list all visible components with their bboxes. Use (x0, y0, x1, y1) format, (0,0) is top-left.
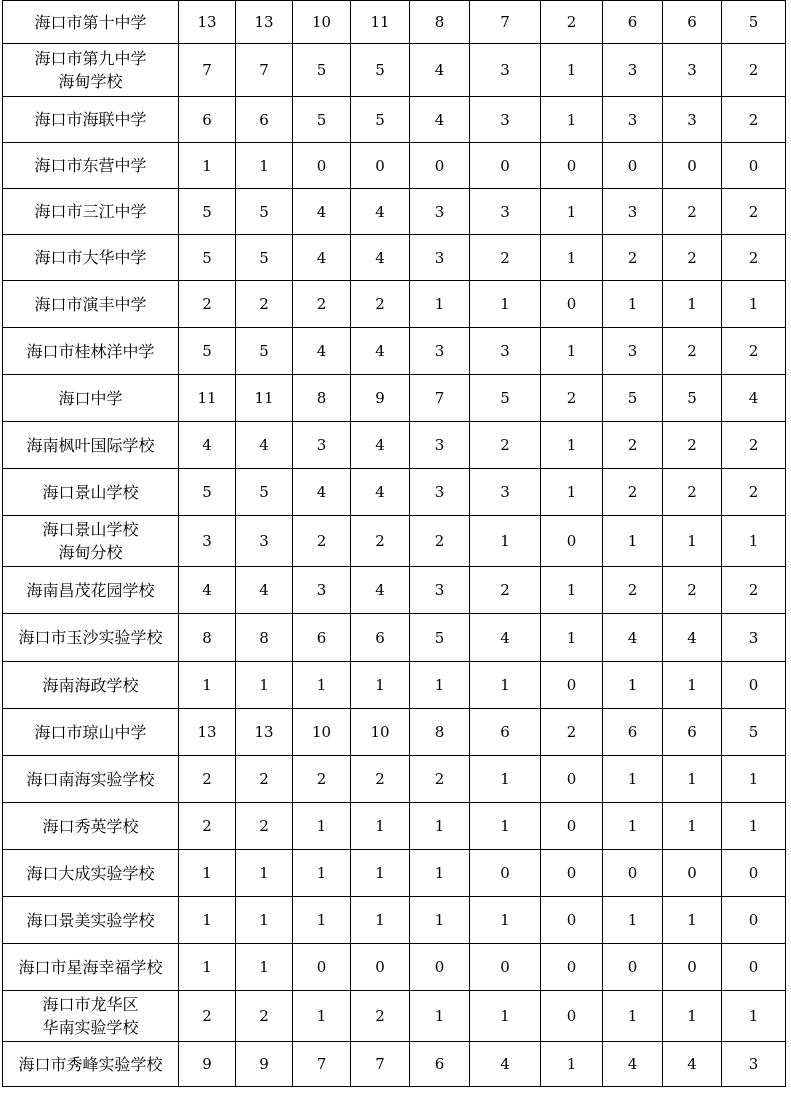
value-cell: 5 (351, 44, 410, 97)
value-cell: 5 (293, 97, 351, 143)
value-cell: 3 (470, 189, 541, 235)
value-cell: 3 (410, 189, 470, 235)
value-cell: 2 (179, 281, 236, 328)
value-cell: 1 (470, 662, 541, 709)
value-cell: 0 (603, 850, 663, 897)
value-cell: 2 (722, 235, 786, 281)
school-name-cell: 海口市三江中学 (3, 189, 179, 235)
value-cell: 13 (179, 1, 236, 44)
value-cell: 4 (410, 44, 470, 97)
value-cell: 0 (541, 944, 603, 991)
table-row (3, 143, 786, 189)
value-cell: 7 (351, 1042, 410, 1087)
value-cell: 6 (351, 614, 410, 662)
value-cell: 2 (663, 567, 722, 614)
value-cell: 5 (603, 375, 663, 422)
value-cell: 0 (541, 803, 603, 850)
value-cell: 0 (541, 850, 603, 897)
school-name-cell: 海口市大华中学 (3, 235, 179, 281)
value-cell: 2 (541, 709, 603, 756)
school-name-cell: 海口景山学校 海甸分校 (3, 516, 179, 567)
value-cell: 1 (410, 897, 470, 944)
value-cell: 3 (603, 328, 663, 375)
value-cell: 0 (351, 944, 410, 991)
value-cell: 1 (722, 756, 786, 803)
value-cell: 6 (410, 1042, 470, 1087)
value-cell: 9 (179, 1042, 236, 1087)
value-cell: 1 (179, 850, 236, 897)
value-cell: 4 (351, 189, 410, 235)
table-row (3, 803, 786, 850)
value-cell: 11 (236, 375, 293, 422)
value-cell: 2 (722, 328, 786, 375)
value-cell: 2 (541, 375, 603, 422)
table-row (3, 189, 786, 235)
value-cell: 0 (663, 143, 722, 189)
table-row (3, 614, 786, 662)
value-cell: 1 (603, 516, 663, 567)
value-cell: 13 (179, 709, 236, 756)
school-name-cell: 海口市桂林洋中学 (3, 328, 179, 375)
table-row (3, 469, 786, 516)
value-cell: 9 (351, 375, 410, 422)
value-cell: 8 (179, 614, 236, 662)
value-cell: 2 (236, 756, 293, 803)
value-cell: 10 (293, 1, 351, 44)
value-cell: 0 (722, 143, 786, 189)
value-cell: 0 (470, 944, 541, 991)
value-cell: 4 (351, 235, 410, 281)
value-cell: 6 (470, 709, 541, 756)
school-name-cell: 海口景山学校 (3, 469, 179, 516)
value-cell: 3 (470, 469, 541, 516)
table-row (3, 709, 786, 756)
value-cell: 2 (722, 567, 786, 614)
value-cell: 5 (722, 709, 786, 756)
value-cell: 11 (179, 375, 236, 422)
value-cell: 0 (293, 143, 351, 189)
school-name-cell: 海口景美实验学校 (3, 897, 179, 944)
value-cell: 1 (722, 516, 786, 567)
value-cell: 3 (470, 328, 541, 375)
value-cell: 5 (179, 469, 236, 516)
value-cell: 1 (663, 516, 722, 567)
value-cell: 5 (236, 189, 293, 235)
value-cell: 4 (351, 469, 410, 516)
value-cell: 5 (236, 469, 293, 516)
value-cell: 2 (470, 567, 541, 614)
value-cell: 1 (293, 803, 351, 850)
value-cell: 3 (470, 97, 541, 143)
value-cell: 0 (722, 662, 786, 709)
table-row (3, 97, 786, 143)
table-row (3, 422, 786, 469)
value-cell: 3 (179, 516, 236, 567)
school-name-cell: 海口市龙华区 华南实验学校 (3, 991, 179, 1042)
value-cell: 4 (236, 567, 293, 614)
value-cell: 0 (541, 756, 603, 803)
value-cell: 2 (722, 189, 786, 235)
school-name-cell: 海口南海实验学校 (3, 756, 179, 803)
school-name-cell: 海口市秀峰实验学校 (3, 1042, 179, 1087)
value-cell: 0 (470, 850, 541, 897)
value-cell: 2 (179, 991, 236, 1042)
value-cell: 2 (410, 756, 470, 803)
value-cell: 3 (722, 1042, 786, 1087)
school-name-cell: 海口市海联中学 (3, 97, 179, 143)
value-cell: 2 (351, 281, 410, 328)
value-cell: 1 (410, 662, 470, 709)
value-cell: 7 (236, 44, 293, 97)
table-row (3, 897, 786, 944)
value-cell: 5 (236, 328, 293, 375)
value-cell: 1 (603, 897, 663, 944)
value-cell: 2 (722, 97, 786, 143)
value-cell: 3 (410, 328, 470, 375)
table-row (3, 1, 786, 44)
value-cell: 1 (541, 567, 603, 614)
value-cell: 2 (470, 422, 541, 469)
value-cell: 1 (179, 662, 236, 709)
value-cell: 1 (470, 516, 541, 567)
value-cell: 2 (351, 991, 410, 1042)
value-cell: 7 (293, 1042, 351, 1087)
value-cell: 1 (293, 850, 351, 897)
value-cell: 5 (351, 97, 410, 143)
value-cell: 2 (293, 756, 351, 803)
value-cell: 0 (603, 944, 663, 991)
value-cell: 3 (470, 44, 541, 97)
value-cell: 0 (541, 991, 603, 1042)
value-cell: 6 (236, 97, 293, 143)
value-cell: 1 (663, 897, 722, 944)
value-cell: 4 (179, 422, 236, 469)
value-cell: 1 (179, 897, 236, 944)
value-cell: 0 (541, 143, 603, 189)
value-cell: 1 (470, 897, 541, 944)
value-cell: 1 (603, 662, 663, 709)
value-cell: 5 (179, 328, 236, 375)
value-cell: 1 (293, 991, 351, 1042)
value-cell: 4 (236, 422, 293, 469)
value-cell: 1 (541, 328, 603, 375)
value-cell: 6 (663, 1, 722, 44)
value-cell: 1 (663, 281, 722, 328)
value-cell: 1 (541, 469, 603, 516)
value-cell: 0 (470, 143, 541, 189)
value-cell: 2 (663, 189, 722, 235)
value-cell: 10 (351, 709, 410, 756)
value-cell: 8 (410, 1, 470, 44)
value-cell: 1 (541, 189, 603, 235)
value-cell: 1 (603, 803, 663, 850)
value-cell: 1 (541, 44, 603, 97)
value-cell: 0 (410, 143, 470, 189)
value-cell: 1 (722, 281, 786, 328)
value-cell: 0 (293, 944, 351, 991)
school-name-cell: 海南海政学校 (3, 662, 179, 709)
value-cell: 13 (236, 709, 293, 756)
value-cell: 9 (236, 1042, 293, 1087)
value-cell: 1 (603, 756, 663, 803)
table-body (3, 1, 786, 1087)
value-cell: 2 (236, 281, 293, 328)
value-cell: 4 (603, 614, 663, 662)
value-cell: 0 (541, 281, 603, 328)
value-cell: 3 (663, 44, 722, 97)
value-cell: 1 (470, 803, 541, 850)
table-row (3, 235, 786, 281)
value-cell: 2 (470, 235, 541, 281)
school-name-cell: 海口市演丰中学 (3, 281, 179, 328)
value-cell: 2 (410, 516, 470, 567)
value-cell: 7 (470, 1, 541, 44)
table-row (3, 281, 786, 328)
value-cell: 11 (351, 1, 410, 44)
value-cell: 0 (663, 944, 722, 991)
value-cell: 1 (236, 944, 293, 991)
value-cell: 2 (293, 281, 351, 328)
table-row (3, 756, 786, 803)
value-cell: 7 (179, 44, 236, 97)
value-cell: 2 (236, 991, 293, 1042)
school-name-cell: 海口市第九中学 海甸学校 (3, 44, 179, 97)
school-name-cell: 海口市玉沙实验学校 (3, 614, 179, 662)
value-cell: 1 (470, 991, 541, 1042)
value-cell: 4 (470, 614, 541, 662)
school-name-cell: 海南昌茂花园学校 (3, 567, 179, 614)
table-row (3, 375, 786, 422)
value-cell: 10 (293, 709, 351, 756)
value-cell: 3 (236, 516, 293, 567)
value-cell: 1 (236, 850, 293, 897)
value-cell: 2 (663, 422, 722, 469)
value-cell: 5 (410, 614, 470, 662)
value-cell: 2 (722, 422, 786, 469)
value-cell: 3 (603, 44, 663, 97)
value-cell: 2 (603, 235, 663, 281)
value-cell: 0 (603, 143, 663, 189)
value-cell: 2 (663, 328, 722, 375)
value-cell: 1 (410, 803, 470, 850)
value-cell: 1 (410, 850, 470, 897)
value-cell: 5 (236, 235, 293, 281)
value-cell: 4 (663, 614, 722, 662)
value-cell: 3 (603, 189, 663, 235)
value-cell: 4 (351, 422, 410, 469)
value-cell: 0 (663, 850, 722, 897)
value-cell: 4 (722, 375, 786, 422)
value-cell: 2 (663, 469, 722, 516)
table-row (3, 944, 786, 991)
value-cell: 1 (236, 662, 293, 709)
value-cell: 2 (603, 422, 663, 469)
value-cell: 0 (351, 143, 410, 189)
value-cell: 6 (663, 709, 722, 756)
value-cell: 1 (179, 944, 236, 991)
value-cell: 0 (541, 516, 603, 567)
school-name-cell: 海口大成实验学校 (3, 850, 179, 897)
value-cell: 0 (722, 944, 786, 991)
value-cell: 2 (351, 516, 410, 567)
school-name-cell: 海口秀英学校 (3, 803, 179, 850)
value-cell: 2 (293, 516, 351, 567)
school-name-cell: 海南枫叶国际学校 (3, 422, 179, 469)
value-cell: 2 (722, 469, 786, 516)
value-cell: 1 (236, 143, 293, 189)
table-row (3, 567, 786, 614)
value-cell: 3 (663, 97, 722, 143)
table-row (3, 328, 786, 375)
value-cell: 1 (179, 143, 236, 189)
school-name-cell: 海口市琼山中学 (3, 709, 179, 756)
value-cell: 1 (541, 422, 603, 469)
value-cell: 4 (470, 1042, 541, 1087)
value-cell: 0 (410, 944, 470, 991)
value-cell: 1 (722, 803, 786, 850)
value-cell: 1 (351, 803, 410, 850)
value-cell: 4 (410, 97, 470, 143)
value-cell: 1 (541, 235, 603, 281)
value-cell: 5 (179, 189, 236, 235)
value-cell: 4 (293, 328, 351, 375)
value-cell: 6 (603, 1, 663, 44)
value-cell: 1 (351, 662, 410, 709)
value-cell: 4 (293, 469, 351, 516)
value-cell: 5 (663, 375, 722, 422)
value-cell: 4 (293, 235, 351, 281)
value-cell: 1 (470, 756, 541, 803)
value-cell: 2 (351, 756, 410, 803)
table-row (3, 516, 786, 567)
table-row (3, 662, 786, 709)
value-cell: 7 (410, 375, 470, 422)
value-cell: 3 (410, 567, 470, 614)
value-cell: 1 (293, 662, 351, 709)
value-cell: 1 (663, 756, 722, 803)
value-cell: 8 (410, 709, 470, 756)
value-cell: 1 (470, 281, 541, 328)
value-cell: 5 (722, 1, 786, 44)
value-cell: 1 (663, 803, 722, 850)
school-name-cell: 海口市第十中学 (3, 1, 179, 44)
value-cell: 1 (603, 991, 663, 1042)
value-cell: 2 (541, 1, 603, 44)
value-cell: 2 (179, 756, 236, 803)
value-cell: 1 (722, 991, 786, 1042)
value-cell: 2 (179, 803, 236, 850)
value-cell: 1 (410, 281, 470, 328)
table-row (3, 850, 786, 897)
value-cell: 5 (470, 375, 541, 422)
value-cell: 4 (603, 1042, 663, 1087)
value-cell: 1 (351, 897, 410, 944)
value-cell: 2 (236, 803, 293, 850)
value-cell: 3 (722, 614, 786, 662)
value-cell: 3 (410, 235, 470, 281)
value-cell: 0 (722, 897, 786, 944)
value-cell: 1 (663, 662, 722, 709)
school-name-cell: 海口市东营中学 (3, 143, 179, 189)
value-cell: 3 (410, 469, 470, 516)
value-cell: 1 (541, 97, 603, 143)
value-cell: 2 (603, 469, 663, 516)
value-cell: 13 (236, 1, 293, 44)
value-cell: 4 (663, 1042, 722, 1087)
value-cell: 1 (293, 897, 351, 944)
value-cell: 6 (293, 614, 351, 662)
value-cell: 4 (179, 567, 236, 614)
value-cell: 0 (541, 662, 603, 709)
value-cell: 0 (722, 850, 786, 897)
value-cell: 1 (663, 991, 722, 1042)
value-cell: 8 (293, 375, 351, 422)
value-cell: 5 (293, 44, 351, 97)
table-row (3, 44, 786, 97)
value-cell: 3 (603, 97, 663, 143)
value-cell: 4 (351, 567, 410, 614)
value-cell: 0 (541, 897, 603, 944)
value-cell: 1 (410, 991, 470, 1042)
table-row (3, 991, 786, 1042)
value-cell: 1 (541, 614, 603, 662)
value-cell: 3 (410, 422, 470, 469)
value-cell: 5 (179, 235, 236, 281)
value-cell: 1 (541, 1042, 603, 1087)
value-cell: 1 (236, 897, 293, 944)
value-cell: 2 (722, 44, 786, 97)
value-cell: 6 (603, 709, 663, 756)
value-cell: 1 (603, 281, 663, 328)
school-name-cell: 海口中学 (3, 375, 179, 422)
allocation-table (2, 0, 786, 1087)
value-cell: 1 (351, 850, 410, 897)
value-cell: 6 (179, 97, 236, 143)
value-cell: 3 (293, 567, 351, 614)
value-cell: 3 (293, 422, 351, 469)
value-cell: 2 (663, 235, 722, 281)
value-cell: 8 (236, 614, 293, 662)
table-row (3, 1042, 786, 1087)
school-name-cell: 海口市星海幸福学校 (3, 944, 179, 991)
value-cell: 4 (293, 189, 351, 235)
value-cell: 4 (351, 328, 410, 375)
value-cell: 2 (603, 567, 663, 614)
